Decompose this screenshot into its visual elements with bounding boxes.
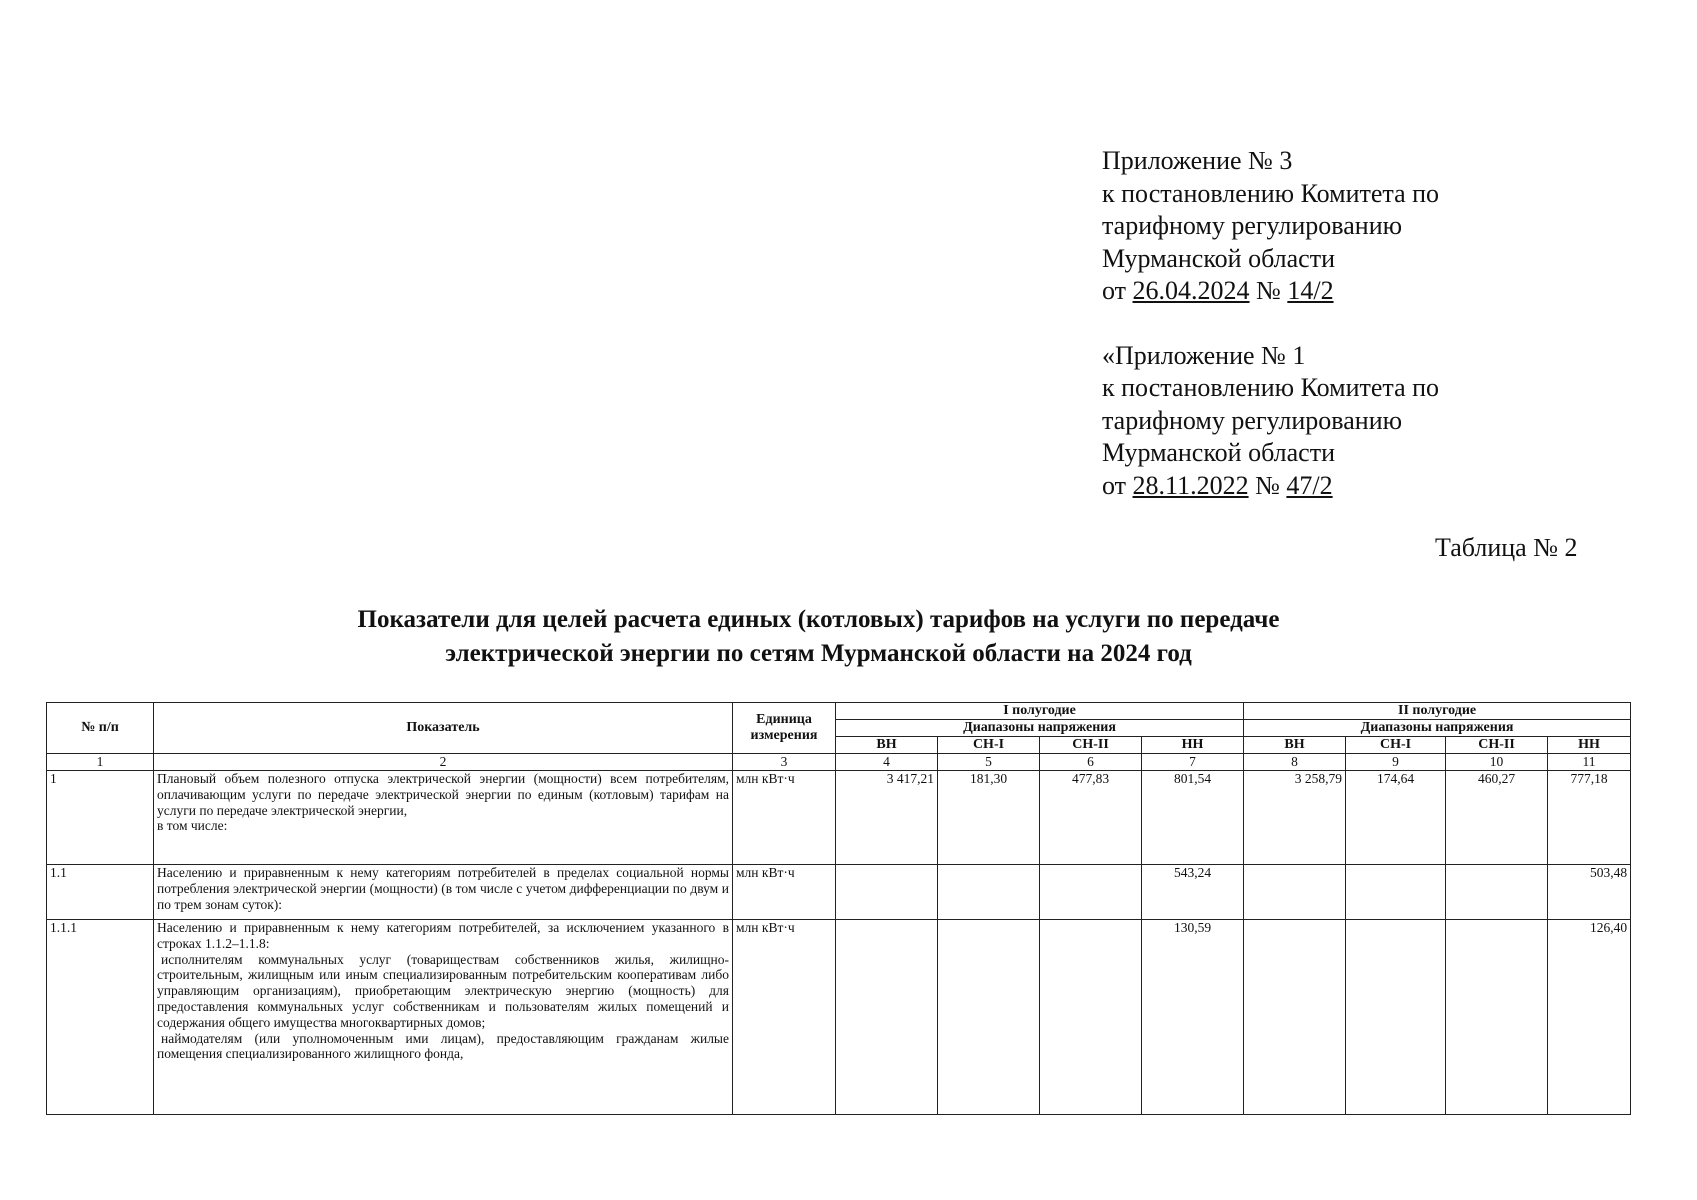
row-unit: млн кВт·ч [733, 920, 836, 1115]
header-half1: I полугодие [836, 703, 1244, 720]
column-number: 9 [1346, 754, 1446, 771]
value-cell: 181,30 [938, 771, 1040, 865]
document-title-line1: Показатели для целей расчета единых (котловых) тарифов на услуги по передаче [357, 606, 1280, 633]
column-number: 1 [47, 754, 154, 771]
appendix-prev-number: 47/2 [1286, 470, 1333, 500]
column-number: 8 [1244, 754, 1346, 771]
header-half2: II полугодие [1244, 703, 1631, 720]
value-cell: 503,48 [1548, 865, 1631, 920]
date-prefix: от [1102, 276, 1127, 305]
header-vn-1: ВН [836, 737, 938, 754]
value-cell [1244, 865, 1346, 920]
appendix-date-line [1102, 275, 1662, 308]
appendix-prev-date-line [1102, 470, 1662, 503]
row-text: в том числе: [157, 818, 228, 834]
appendix-line: Приложение № 3 [1102, 146, 1293, 175]
value-cell [938, 920, 1040, 1115]
header-nn-2: НН [1548, 737, 1631, 754]
appendix-date: 26.04.2024 [1132, 276, 1250, 305]
appendix-prev-line: «Приложение № 1 [1102, 340, 1306, 370]
value-cell: 130,59 [1142, 920, 1244, 1115]
value-cell: 126,40 [1548, 920, 1631, 1115]
table-row [47, 865, 1631, 920]
number-prefix: № [1255, 470, 1280, 500]
document-title-line2: электрической энергии по сетям Мурманской области на 2024 год [445, 640, 1192, 667]
header-unit: Единица измерения [733, 703, 836, 754]
value-cell: 460,27 [1446, 771, 1548, 865]
row-text: Населению и приравненным к нему категориям потребителей, за исключением указанного в строках 1.1.2–1.1.8: [157, 920, 729, 951]
table-row [47, 771, 1631, 865]
column-number: 5 [938, 754, 1040, 771]
appendix-line: Мурманской области [1102, 243, 1335, 273]
column-number: 11 [1548, 754, 1631, 771]
date-prefix: от [1102, 470, 1127, 500]
appendix-prev-line: тарифному регулированию [1102, 405, 1403, 435]
table-row [47, 920, 1631, 1115]
number-prefix: № [1256, 276, 1281, 305]
header-sn1-1: СН-I [938, 737, 1040, 754]
value-cell: 801,54 [1142, 771, 1244, 865]
column-number: 10 [1446, 754, 1548, 771]
appendix-prev-date: 28.11.2022 [1132, 470, 1249, 500]
appendix-line: к постановлению Комитета по [1102, 178, 1440, 208]
column-number: 2 [154, 754, 733, 771]
row-text: Плановый объем полезного отпуска электрической энергии (мощности) всем потребителям, оплачивающим услуги по передаче электрической энергии по единым (котловым) тарифам на услуги по передаче электрической энергии, [157, 771, 729, 818]
value-cell: 777,18 [1548, 771, 1631, 865]
appendix-prev-line: к постановлению Комитета по [1102, 373, 1440, 402]
value-cell [836, 865, 938, 920]
column-numbers-row [47, 754, 1631, 771]
value-cell [836, 920, 938, 1115]
column-number: 6 [1040, 754, 1142, 771]
header-sn2-2: СН-II [1446, 737, 1548, 754]
row-num: 1.1.1 [47, 920, 154, 1115]
header-sn2-1: СН-II [1040, 737, 1142, 754]
column-number: 4 [836, 754, 938, 771]
row-num: 1 [47, 771, 154, 865]
row-unit: млн кВт·ч [733, 865, 836, 920]
value-cell [1446, 920, 1548, 1115]
row-indicator [154, 920, 733, 1115]
column-number: 7 [1142, 754, 1244, 771]
appendix-prev-line: Мурманской области [1102, 438, 1335, 467]
row-text: наймодателям (или уполномоченным ими лицам), предоставляющим гражданам жилые помещения специализированного жилищного фонда, [157, 1030, 729, 1062]
value-cell: 174,64 [1346, 771, 1446, 865]
value-cell [1040, 865, 1142, 920]
header-sn1-2: СН-I [1346, 737, 1446, 754]
row-text: исполнителям коммунальных услуг (товариществам собственников жилья, жилищно-строительным, жилищным или иным специализированным потребительским кооперативам либо управляющим организациям), приобретающим электрическую энергию (мощность) для предоставления коммунальных услуг собственникам и пользователям жилых помещений и содержания общего имущества многоквартирных домов; [157, 951, 729, 1030]
row-indicator [154, 771, 733, 865]
column-number: 3 [733, 754, 836, 771]
value-cell [938, 865, 1040, 920]
value-cell: 477,83 [1040, 771, 1142, 865]
header-voltage-ranges-1: Диапазоны напряжения [836, 720, 1244, 737]
header-indicator: Показатель [154, 703, 733, 754]
header-num: № п/п [47, 703, 154, 754]
header-nn-1: НН [1142, 737, 1244, 754]
row-num: 1.1 [47, 865, 154, 920]
appendix-header [1102, 145, 1662, 502]
table-number: Таблица № 2 [1435, 533, 1578, 562]
row-text: Населению и приравненным к нему категориям потребителей в пределах социальной нормы потребления электрической энергии (мощности) (в том числе с учетом дифференциации по двум и по трем зонам суток): [157, 865, 729, 912]
header-voltage-ranges-2: Диапазоны напряжения [1244, 720, 1631, 737]
value-cell [1244, 920, 1346, 1115]
indicators-table [46, 702, 1631, 1115]
value-cell: 3 258,79 [1244, 771, 1346, 865]
value-cell [1040, 920, 1142, 1115]
value-cell: 543,24 [1142, 865, 1244, 920]
value-cell [1346, 865, 1446, 920]
row-indicator [154, 865, 733, 920]
value-cell [1446, 865, 1548, 920]
value-cell: 3 417,21 [836, 771, 938, 865]
value-cell [1346, 920, 1446, 1115]
row-unit: млн кВт·ч [733, 771, 836, 865]
header-vn-2: ВН [1244, 737, 1346, 754]
appendix-number: 14/2 [1287, 276, 1334, 305]
appendix-line: тарифному регулированию [1102, 211, 1403, 240]
